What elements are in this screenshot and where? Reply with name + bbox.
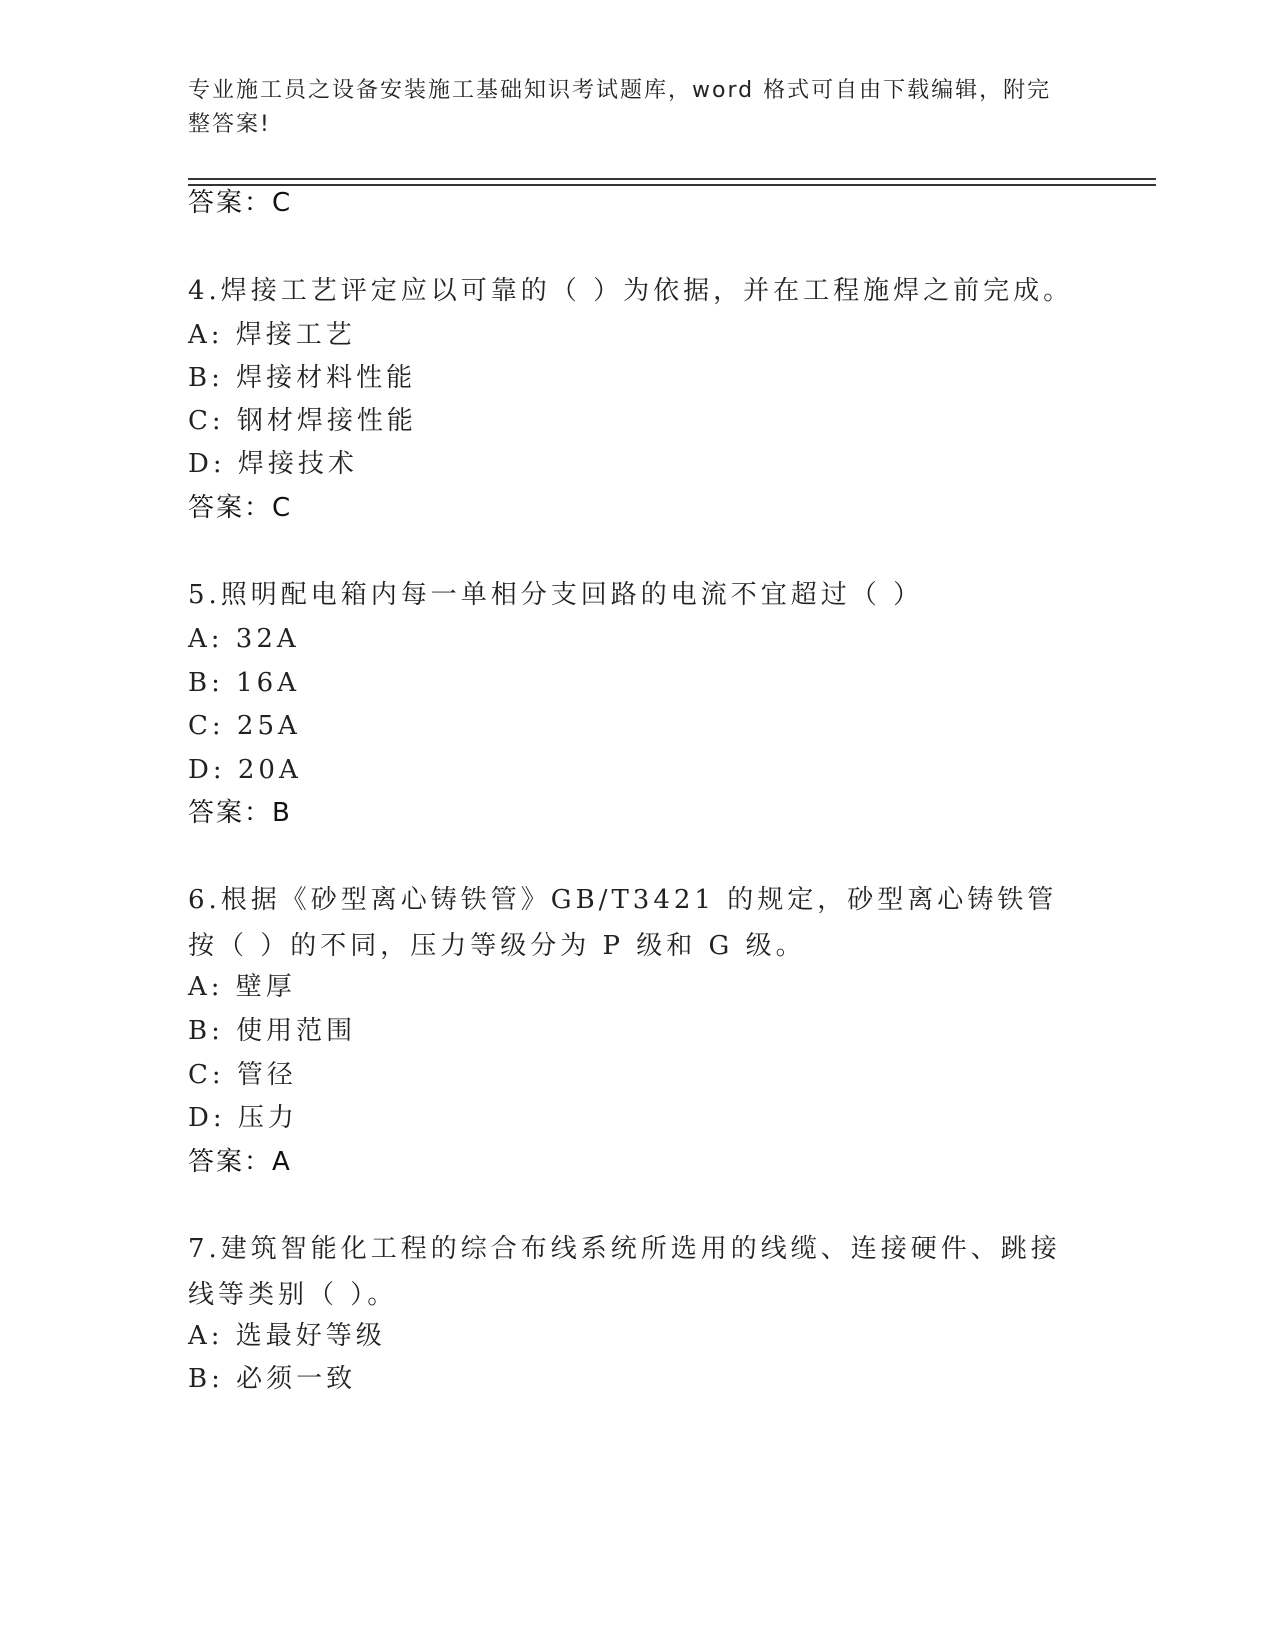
question-5-option-c: C: 25A bbox=[188, 711, 301, 741]
question-5-option-d: D: 20A bbox=[188, 755, 302, 785]
question-7-option-a: A: 选最好等级 bbox=[188, 1321, 386, 1351]
question-6-option-a: A: 壁厚 bbox=[188, 972, 296, 1002]
question-6-option-b: B: 使用范围 bbox=[188, 1016, 357, 1046]
question-7-stem: 7.建筑智能化工程的综合布线系统所选用的线缆、连接硬件、跳接线等类别（ ）。 bbox=[188, 1234, 1061, 1310]
question-5-answer: 答案：B bbox=[188, 798, 292, 828]
question-5-option-a: A: 32A bbox=[188, 624, 300, 654]
question-5-option-b: B: 16A bbox=[188, 668, 300, 698]
question-4-option-a: A: 焊接工艺 bbox=[188, 320, 356, 350]
question-4-stem: 4.焊接工艺评定应以可靠的（ ）为依据，并在工程施焊之前完成。 bbox=[188, 276, 1074, 306]
document-header-note: 专业施工员之设备安装施工基础知识考试题库，word 格式可自由下载编辑，附完整答案! bbox=[188, 78, 1052, 137]
question-4-option-d: D: 焊接技术 bbox=[188, 449, 358, 479]
question-4-option-b: B: 焊接材料性能 bbox=[188, 363, 417, 393]
question-6-option-c: C: 管径 bbox=[188, 1060, 297, 1090]
question-6-stem: 6.根据《砂型离心铸铁管》GB/T3421 的规定，砂型离心铸铁管按（ ）的不同，压力等级分为 P 级和 G 级。 bbox=[188, 885, 1058, 961]
previous-answer: 答案：C bbox=[188, 188, 293, 218]
question-4-option-c: C: 钢材焊接性能 bbox=[188, 406, 417, 436]
question-6-option-d: D: 压力 bbox=[188, 1103, 298, 1133]
question-7-option-b: B: 必须一致 bbox=[188, 1364, 357, 1394]
question-4-answer: 答案：C bbox=[188, 493, 293, 523]
question-6-answer: 答案：A bbox=[188, 1147, 292, 1177]
question-5-stem: 5.照明配电箱内每一单相分支回路的电流不宜超过（ ） bbox=[188, 580, 924, 610]
